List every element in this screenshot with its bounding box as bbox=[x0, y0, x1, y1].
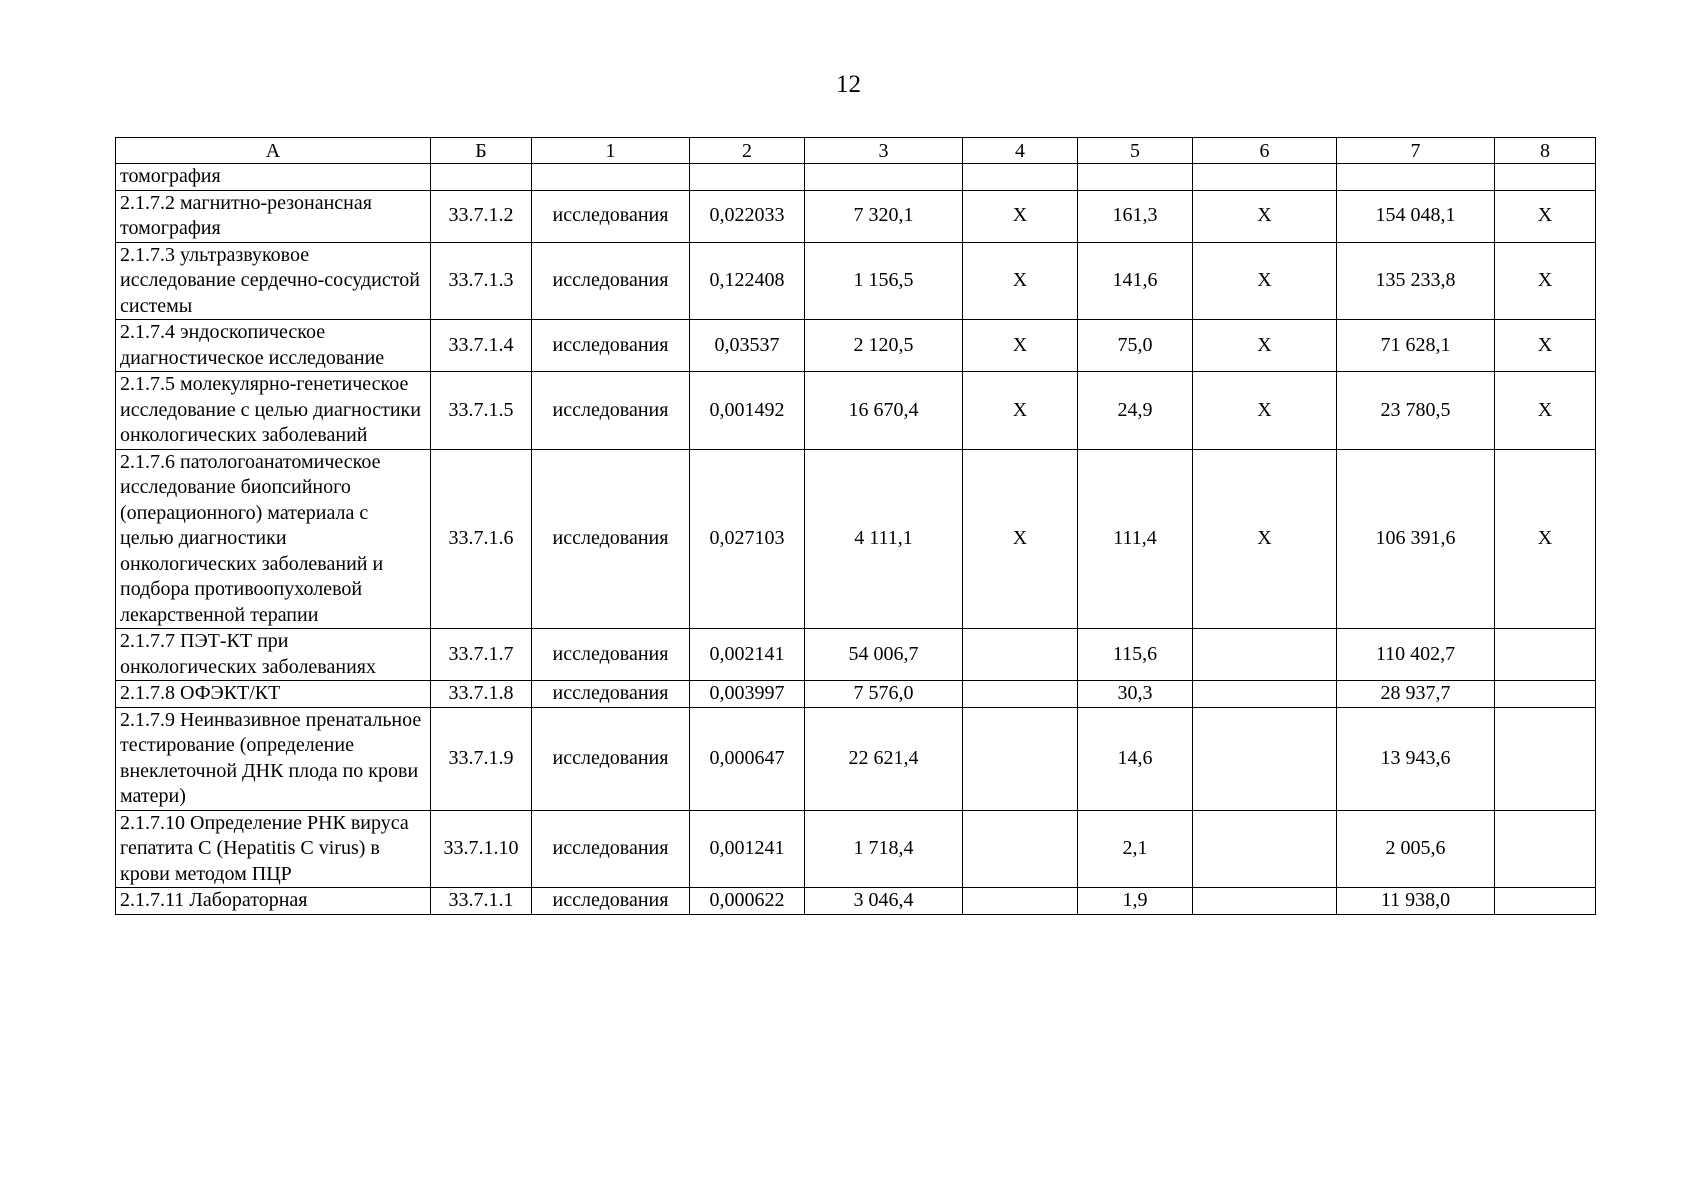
cell-col-2: 0,000622 bbox=[690, 888, 805, 915]
cell-col-7: 28 937,7 bbox=[1337, 681, 1495, 708]
cell-col-3: 54 006,7 bbox=[805, 629, 963, 681]
table-row bbox=[116, 190, 1596, 242]
column-header: 7 bbox=[1337, 138, 1495, 164]
cell-col-3 bbox=[805, 164, 963, 191]
cell-col-3: 1 156,5 bbox=[805, 242, 963, 320]
cell-col-8 bbox=[1495, 629, 1596, 681]
cell-col-8: Х bbox=[1495, 372, 1596, 450]
cell-col-3: 3 046,4 bbox=[805, 888, 963, 915]
row-unit: исследования bbox=[532, 320, 690, 372]
header-row bbox=[116, 138, 1596, 164]
cell-col-7 bbox=[1337, 164, 1495, 191]
cell-col-4: Х bbox=[963, 372, 1078, 450]
table-row bbox=[116, 449, 1596, 629]
column-header: 5 bbox=[1078, 138, 1193, 164]
cell-col-4 bbox=[963, 681, 1078, 708]
cell-col-4 bbox=[963, 164, 1078, 191]
row-name: 2.1.7.8 ОФЭКТ/КТ bbox=[116, 681, 431, 708]
row-code: 33.7.1.7 bbox=[431, 629, 532, 681]
row-name: 2.1.7.3 ультразвуковое исследование сердечно-сосудистой системы bbox=[116, 242, 431, 320]
column-header: 4 bbox=[963, 138, 1078, 164]
row-name: 2.1.7.11 Лабораторная bbox=[116, 888, 431, 915]
cell-col-7: 23 780,5 bbox=[1337, 372, 1495, 450]
cell-col-6: Х bbox=[1193, 372, 1337, 450]
row-name: томография bbox=[116, 164, 431, 191]
cell-col-8: Х bbox=[1495, 242, 1596, 320]
row-name: 2.1.7.6 патологоанатомическое исследование биопсийного (операционного) материала с целью диагностики онкологических заболеваний и подбора противоопухолевой лекарственной терапии bbox=[116, 449, 431, 629]
row-unit: исследования bbox=[532, 190, 690, 242]
row-name: 2.1.7.2 магнитно-резонансная томография bbox=[116, 190, 431, 242]
cell-col-4: Х bbox=[963, 242, 1078, 320]
cell-col-3: 22 621,4 bbox=[805, 707, 963, 810]
row-code: 33.7.1.8 bbox=[431, 681, 532, 708]
cell-col-5 bbox=[1078, 164, 1193, 191]
cell-col-2: 0,002141 bbox=[690, 629, 805, 681]
cell-col-8: Х bbox=[1495, 320, 1596, 372]
cell-col-4: Х bbox=[963, 320, 1078, 372]
column-header: 3 bbox=[805, 138, 963, 164]
table-row bbox=[116, 888, 1596, 915]
cell-col-6 bbox=[1193, 681, 1337, 708]
row-code: 33.7.1.9 bbox=[431, 707, 532, 810]
cell-col-2 bbox=[690, 164, 805, 191]
cell-col-4: Х bbox=[963, 190, 1078, 242]
cell-col-6 bbox=[1193, 888, 1337, 915]
cell-col-4: Х bbox=[963, 449, 1078, 629]
cell-col-3: 1 718,4 bbox=[805, 810, 963, 888]
cell-col-2: 0,000647 bbox=[690, 707, 805, 810]
cell-col-2: 0,027103 bbox=[690, 449, 805, 629]
cell-col-2: 0,003997 bbox=[690, 681, 805, 708]
cell-col-6: Х bbox=[1193, 320, 1337, 372]
cell-col-7: 154 048,1 bbox=[1337, 190, 1495, 242]
row-code bbox=[431, 164, 532, 191]
row-name: 2.1.7.10 Определение РНК вируса гепатита C (Hepatitis C virus) в крови методом ПЦР bbox=[116, 810, 431, 888]
row-name: 2.1.7.5 молекулярно-генетическое исследование с целью диагностики онкологических заболеваний bbox=[116, 372, 431, 450]
cell-col-7: 13 943,6 bbox=[1337, 707, 1495, 810]
cell-col-6 bbox=[1193, 164, 1337, 191]
column-header: 8 bbox=[1495, 138, 1596, 164]
row-unit: исследования bbox=[532, 449, 690, 629]
cell-col-8: Х bbox=[1495, 190, 1596, 242]
table-row bbox=[116, 681, 1596, 708]
cell-col-7: 106 391,6 bbox=[1337, 449, 1495, 629]
row-unit: исследования bbox=[532, 681, 690, 708]
row-unit: исследования bbox=[532, 888, 690, 915]
cell-col-8 bbox=[1495, 810, 1596, 888]
table-row bbox=[116, 164, 1596, 191]
cell-col-4 bbox=[963, 810, 1078, 888]
cell-col-5: 30,3 bbox=[1078, 681, 1193, 708]
column-header: 2 bbox=[690, 138, 805, 164]
table-row bbox=[116, 629, 1596, 681]
cell-col-5: 14,6 bbox=[1078, 707, 1193, 810]
column-header: Б bbox=[431, 138, 532, 164]
column-header: 1 bbox=[532, 138, 690, 164]
cell-col-6: Х bbox=[1193, 449, 1337, 629]
cell-col-6 bbox=[1193, 629, 1337, 681]
row-unit bbox=[532, 164, 690, 191]
cell-col-7: 110 402,7 bbox=[1337, 629, 1495, 681]
row-code: 33.7.1.6 bbox=[431, 449, 532, 629]
column-header: А bbox=[116, 138, 431, 164]
cell-col-7: 11 938,0 bbox=[1337, 888, 1495, 915]
cell-col-3: 7 576,0 bbox=[805, 681, 963, 708]
cell-col-5: 2,1 bbox=[1078, 810, 1193, 888]
cell-col-2: 0,001492 bbox=[690, 372, 805, 450]
cell-col-8: Х bbox=[1495, 449, 1596, 629]
row-code: 33.7.1.10 bbox=[431, 810, 532, 888]
row-code: 33.7.1.1 bbox=[431, 888, 532, 915]
page-number: 12 bbox=[836, 71, 861, 98]
table-row bbox=[116, 810, 1596, 888]
column-header: 6 bbox=[1193, 138, 1337, 164]
table-row bbox=[116, 707, 1596, 810]
cell-col-7: 71 628,1 bbox=[1337, 320, 1495, 372]
cell-col-4 bbox=[963, 707, 1078, 810]
cell-col-6: Х bbox=[1193, 242, 1337, 320]
cell-col-6 bbox=[1193, 810, 1337, 888]
cell-col-5: 75,0 bbox=[1078, 320, 1193, 372]
table-row bbox=[116, 242, 1596, 320]
cell-col-3: 7 320,1 bbox=[805, 190, 963, 242]
cell-col-3: 16 670,4 bbox=[805, 372, 963, 450]
cell-col-8 bbox=[1495, 164, 1596, 191]
cell-col-3: 4 111,1 bbox=[805, 449, 963, 629]
cell-col-6 bbox=[1193, 707, 1337, 810]
table-row bbox=[116, 372, 1596, 450]
cell-col-5: 111,4 bbox=[1078, 449, 1193, 629]
cell-col-6: Х bbox=[1193, 190, 1337, 242]
row-code: 33.7.1.2 bbox=[431, 190, 532, 242]
cell-col-8 bbox=[1495, 681, 1596, 708]
row-unit: исследования bbox=[532, 372, 690, 450]
cell-col-3: 2 120,5 bbox=[805, 320, 963, 372]
row-name: 2.1.7.7 ПЭТ-КТ при онкологических заболеваниях bbox=[116, 629, 431, 681]
row-name: 2.1.7.9 Неинвазивное пренатальное тестирование (определение внеклеточной ДНК плода по крови матери) bbox=[116, 707, 431, 810]
row-unit: исследования bbox=[532, 810, 690, 888]
cell-col-4 bbox=[963, 629, 1078, 681]
cell-col-4 bbox=[963, 888, 1078, 915]
row-code: 33.7.1.3 bbox=[431, 242, 532, 320]
cell-col-2: 0,001241 bbox=[690, 810, 805, 888]
cell-col-8 bbox=[1495, 888, 1596, 915]
row-code: 33.7.1.5 bbox=[431, 372, 532, 450]
cell-col-2: 0,03537 bbox=[690, 320, 805, 372]
row-unit: исследования bbox=[532, 707, 690, 810]
cell-col-2: 0,022033 bbox=[690, 190, 805, 242]
cell-col-2: 0,122408 bbox=[690, 242, 805, 320]
cell-col-7: 135 233,8 bbox=[1337, 242, 1495, 320]
row-unit: исследования bbox=[532, 242, 690, 320]
cell-col-5: 1,9 bbox=[1078, 888, 1193, 915]
row-code: 33.7.1.4 bbox=[431, 320, 532, 372]
data-table bbox=[115, 137, 1596, 915]
cell-col-7: 2 005,6 bbox=[1337, 810, 1495, 888]
row-name: 2.1.7.4 эндоскопическое диагностическое исследование bbox=[116, 320, 431, 372]
table-row bbox=[116, 320, 1596, 372]
row-unit: исследования bbox=[532, 629, 690, 681]
cell-col-5: 115,6 bbox=[1078, 629, 1193, 681]
cell-col-5: 141,6 bbox=[1078, 242, 1193, 320]
cell-col-5: 161,3 bbox=[1078, 190, 1193, 242]
cell-col-5: 24,9 bbox=[1078, 372, 1193, 450]
cell-col-8 bbox=[1495, 707, 1596, 810]
